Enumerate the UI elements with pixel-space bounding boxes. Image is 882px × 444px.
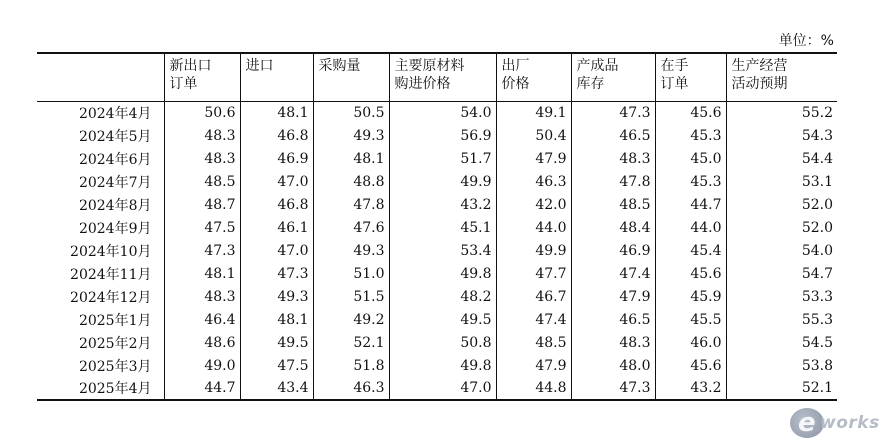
value-cell: 46.8 — [240, 193, 313, 216]
value-cell: 47.9 — [496, 147, 571, 170]
value-cell: 54.3 — [726, 124, 837, 147]
column-header-line1: 在手 — [660, 58, 689, 74]
value-cell: 44.7 — [655, 193, 726, 216]
value-cell: 45.5 — [655, 308, 726, 331]
value-cell: 47.3 — [240, 262, 313, 285]
value-cell: 48.7 — [164, 193, 240, 216]
value-cell: 44.8 — [496, 377, 571, 400]
value-cell: 49.8 — [389, 354, 496, 377]
value-cell: 52.1 — [313, 331, 389, 354]
table-row — [37, 262, 837, 285]
value-cell: 47.8 — [313, 193, 389, 216]
column-header-line1: 主要原材料 — [394, 58, 465, 74]
column-header — [240, 53, 313, 101]
value-cell: 46.0 — [655, 331, 726, 354]
table-row — [37, 239, 837, 262]
value-cell: 49.5 — [240, 331, 313, 354]
value-cell: 50.6 — [164, 101, 240, 124]
value-cell: 45.4 — [655, 239, 726, 262]
value-cell: 45.1 — [389, 216, 496, 239]
value-cell: 54.7 — [726, 262, 837, 285]
value-cell: 54.0 — [726, 239, 837, 262]
value-cell: 48.1 — [164, 262, 240, 285]
row-month-cell: 2024年7月 — [78, 174, 152, 191]
value-cell: 46.9 — [240, 147, 313, 170]
value-cell: 47.0 — [240, 239, 313, 262]
value-cell: 48.3 — [164, 124, 240, 147]
value-cell: 53.8 — [726, 354, 837, 377]
value-cell: 52.1 — [726, 377, 837, 400]
row-month-cell: 2025年4月 — [78, 381, 152, 397]
unit-label: 单位：% — [778, 33, 834, 49]
value-cell: 47.3 — [571, 377, 655, 400]
value-cell: 46.1 — [240, 216, 313, 239]
value-cell: 46.5 — [571, 124, 655, 147]
value-cell: 49.0 — [164, 354, 240, 377]
value-cell: 52.0 — [726, 193, 837, 216]
value-cell: 43.2 — [389, 193, 496, 216]
value-cell: 46.7 — [496, 285, 571, 308]
value-cell: 53.4 — [389, 239, 496, 262]
value-cell: 48.2 — [389, 285, 496, 308]
value-cell: 46.3 — [313, 377, 389, 400]
value-cell: 45.0 — [655, 147, 726, 170]
value-cell: 47.5 — [240, 354, 313, 377]
column-header-line2: 购进价格 — [394, 76, 451, 92]
value-cell: 55.3 — [726, 308, 837, 331]
value-cell: 51.7 — [389, 147, 496, 170]
column-header — [389, 53, 496, 101]
row-month-cell: 2024年8月 — [78, 197, 152, 214]
value-cell: 48.8 — [313, 170, 389, 193]
header-corner — [37, 53, 164, 101]
value-cell: 47.9 — [571, 285, 655, 308]
value-cell: 49.8 — [389, 262, 496, 285]
column-header — [726, 53, 837, 101]
value-cell: 48.3 — [164, 147, 240, 170]
column-header-line1: 新出口 — [169, 58, 212, 74]
value-cell: 52.0 — [726, 216, 837, 239]
value-cell: 45.6 — [655, 262, 726, 285]
row-month-cell: 2024年12月 — [70, 289, 152, 306]
column-header-line2: 库存 — [576, 76, 605, 92]
table-row — [37, 377, 837, 400]
table-row — [37, 193, 837, 216]
value-cell: 49.1 — [496, 101, 571, 124]
value-cell: 48.1 — [313, 147, 389, 170]
value-cell: 53.1 — [726, 170, 837, 193]
value-cell: 43.4 — [240, 377, 313, 400]
value-cell: 49.9 — [496, 239, 571, 262]
value-cell: 51.8 — [313, 354, 389, 377]
row-month-cell: 2024年5月 — [78, 128, 152, 145]
value-cell: 47.5 — [164, 216, 240, 239]
value-cell: 48.3 — [571, 147, 655, 170]
pmi-data-table — [37, 52, 837, 401]
value-cell: 48.1 — [240, 308, 313, 331]
value-cell: 50.5 — [313, 101, 389, 124]
value-cell: 47.8 — [571, 170, 655, 193]
value-cell: 54.4 — [726, 147, 837, 170]
value-cell: 47.4 — [496, 308, 571, 331]
value-cell: 44.0 — [496, 216, 571, 239]
value-cell: 45.6 — [655, 354, 726, 377]
value-cell: 50.4 — [496, 124, 571, 147]
value-cell: 55.2 — [726, 101, 837, 124]
value-cell: 49.2 — [313, 308, 389, 331]
table-header-row — [37, 53, 837, 101]
value-cell: 49.5 — [389, 308, 496, 331]
value-cell: 49.3 — [313, 124, 389, 147]
column-header-line2: 订单 — [169, 76, 198, 92]
column-header — [164, 53, 240, 101]
value-cell: 42.0 — [496, 193, 571, 216]
value-cell: 47.0 — [389, 377, 496, 400]
row-month-cell: 2024年11月 — [70, 266, 152, 283]
value-cell: 43.2 — [655, 377, 726, 400]
value-cell: 49.9 — [389, 170, 496, 193]
row-month-cell: 2025年3月 — [78, 358, 152, 375]
value-cell: 46.5 — [571, 308, 655, 331]
value-cell: 51.0 — [313, 262, 389, 285]
value-cell: 47.3 — [571, 101, 655, 124]
column-header-line2: 活动预期 — [731, 76, 788, 92]
value-cell: 46.3 — [496, 170, 571, 193]
value-cell: 53.3 — [726, 285, 837, 308]
value-cell: 45.3 — [655, 124, 726, 147]
value-cell: 48.6 — [164, 331, 240, 354]
row-month-cell: 2024年9月 — [78, 220, 152, 237]
value-cell: 48.3 — [164, 285, 240, 308]
value-cell: 48.1 — [240, 101, 313, 124]
row-month-cell: 2024年10月 — [70, 243, 152, 260]
row-month-cell: 2024年6月 — [78, 151, 152, 168]
row-month-cell: 2025年1月 — [78, 312, 152, 329]
table-row — [37, 308, 837, 331]
value-cell: 50.8 — [389, 331, 496, 354]
table-row — [37, 124, 837, 147]
value-cell: 56.9 — [389, 124, 496, 147]
value-cell: 45.3 — [655, 170, 726, 193]
value-cell: 45.6 — [655, 101, 726, 124]
value-cell: 47.9 — [496, 354, 571, 377]
watermark-glyph: e — [798, 408, 816, 438]
column-header — [655, 53, 726, 101]
table-row — [37, 147, 837, 170]
value-cell: 49.3 — [240, 285, 313, 308]
column-header-line2: 价格 — [501, 76, 530, 92]
value-cell: 45.9 — [655, 285, 726, 308]
row-month-cell: 2024年4月 — [78, 105, 152, 122]
value-cell: 47.4 — [571, 262, 655, 285]
value-cell: 54.0 — [389, 101, 496, 124]
table-row — [37, 331, 837, 354]
value-cell: 44.0 — [655, 216, 726, 239]
value-cell: 46.4 — [164, 308, 240, 331]
value-cell: 47.6 — [313, 216, 389, 239]
value-cell: 44.7 — [164, 377, 240, 400]
value-cell: 47.3 — [164, 239, 240, 262]
table-row — [37, 285, 837, 308]
value-cell: 47.0 — [240, 170, 313, 193]
table-row — [37, 101, 837, 124]
column-header-line1: 产成品 — [576, 58, 619, 74]
table-row — [37, 354, 837, 377]
column-header — [571, 53, 655, 101]
value-cell: 48.5 — [496, 331, 571, 354]
value-cell: 54.5 — [726, 331, 837, 354]
row-month-cell: 2025年2月 — [78, 335, 152, 352]
value-cell: 46.9 — [571, 239, 655, 262]
column-header — [496, 53, 571, 101]
value-cell: 46.8 — [240, 124, 313, 147]
column-header-line1: 进口 — [245, 58, 274, 74]
column-header-line1: 出厂 — [501, 58, 530, 74]
value-cell: 51.5 — [313, 285, 389, 308]
value-cell: 47.7 — [496, 262, 571, 285]
value-cell: 49.3 — [313, 239, 389, 262]
value-cell: 48.4 — [571, 216, 655, 239]
table-body — [37, 101, 837, 400]
column-header — [313, 53, 389, 101]
watermark-text: works — [820, 413, 880, 433]
eworks-watermark-logo — [790, 408, 880, 438]
value-cell: 48.3 — [571, 331, 655, 354]
column-header-line1: 采购量 — [318, 58, 361, 74]
column-header-line1: 生产经营 — [731, 58, 788, 74]
value-cell: 48.5 — [164, 170, 240, 193]
column-header-line2: 订单 — [660, 76, 689, 92]
value-cell: 48.0 — [571, 354, 655, 377]
table-row — [37, 170, 837, 193]
value-cell: 48.5 — [571, 193, 655, 216]
table-row — [37, 216, 837, 239]
